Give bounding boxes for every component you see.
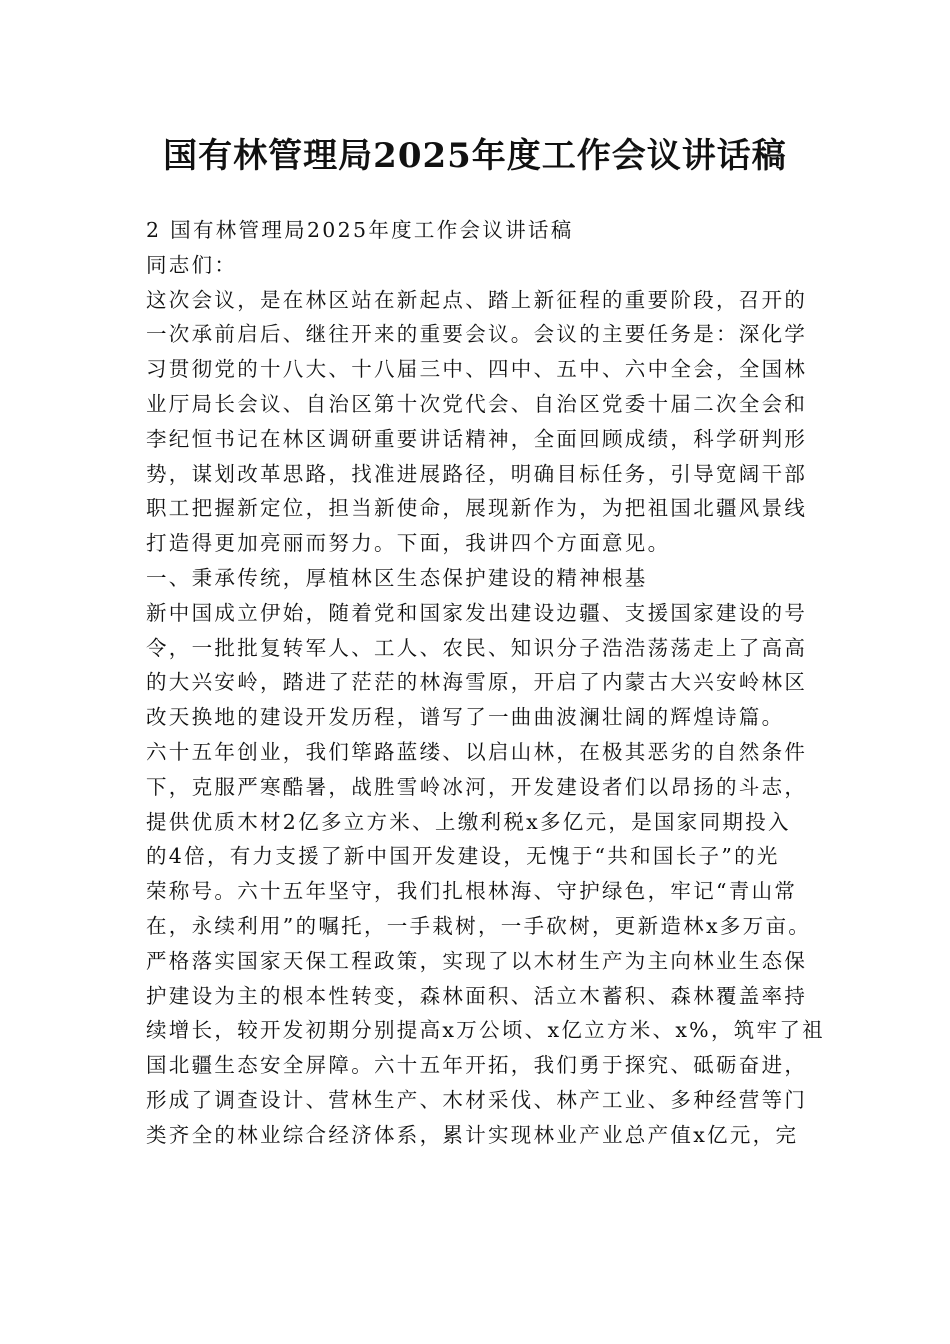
document-body: [146, 213, 826, 1153]
paragraph-line: 形成了调查设计、营林生产、木材采伐、林产工业、多种经营等门: [146, 1087, 808, 1112]
document-title: 国有林管理局2025年度工作会议讲话稿: [163, 136, 787, 176]
paragraph-line: 习贯彻党的十八大、十八届三中、四中、五中、六中全会，全国林: [146, 357, 808, 382]
paragraph-line: 国北疆生态安全屏障。六十五年开拓，我们勇于探究、砥砺奋进，: [146, 1053, 808, 1078]
paragraph-line: 护建设为主的根本性转变，森林面积、活立木蓄积、森林覆盖率持: [146, 983, 808, 1008]
paragraph-line: 严格落实国家天保工程政策，实现了以木材生产为主向林业生态保: [146, 948, 808, 973]
paragraph-line: 续增长，较开发初期分别提高x万公顷、x亿立方米、x%，筑牢了祖: [146, 1018, 825, 1043]
paragraph-line: 类齐全的林业综合经济体系，累计实现林业产业总产值x亿元，完: [146, 1122, 799, 1147]
paragraph-line: 的4倍，有力支援了新中国开发建设，无愧于“共和国长子”的光: [146, 844, 780, 869]
paragraph-line: 下，克服严寒酷暑，战胜雪岭冰河，开发建设者们以昂扬的斗志，: [146, 774, 808, 799]
paragraph-line: 令，一批批复转军人、工人、农民、知识分子浩浩荡荡走上了高高: [146, 635, 808, 660]
paragraph-line: 的大兴安岭，踏进了茫茫的林海雪原，开启了内蒙古大兴安岭林区: [146, 670, 808, 695]
paragraph-line: 业厅局长会议、自治区第十次党代会、自治区党委十届二次全会和: [146, 391, 808, 416]
paragraph-line: 荣称号。六十五年坚守，我们扎根林海、守护绿色，牢记“青山常: [146, 879, 798, 904]
paragraph-line: 势，谋划改革思路，找准进展路径，明确目标任务，引导宽阔干部: [146, 461, 808, 486]
paragraph-line: 李纪恒书记在林区调研重要讲话精神，全面回顾成绩，科学研判形: [146, 426, 808, 451]
paragraph-line: 在，永续利用”的嘱托，一手栽树，一手砍树，更新造林x多万亩。: [146, 913, 812, 938]
paragraph-line: 改天换地的建设开发历程，谱写了一曲曲波澜壮阔的辉煌诗篇。: [146, 705, 785, 730]
paragraph-line: 打造得更加亮丽而努力。下面，我讲四个方面意见。: [146, 531, 671, 556]
paragraph-line: 一次承前启后、继往开来的重要会议。会议的主要任务是：深化学: [146, 322, 808, 347]
paragraph-line: 这次会议，是在林区站在新起点、踏上新征程的重要阶段，召开的: [146, 287, 808, 312]
paragraph-line: 新中国成立伊始，随着党和国家发出建设边疆、支援国家建设的号: [146, 600, 808, 625]
paragraph-line: 提供优质木材2亿多立方米、上缴利税x多亿元，是国家同期投入: [146, 809, 791, 834]
paragraph-line: 六十五年创业，我们筚路蓝缕、以启山林，在极其恶劣的自然条件: [146, 739, 808, 764]
subtitle-line: 2 国有林管理局2025年度工作会议讲话稿: [146, 218, 574, 242]
section-heading-line: 一、秉承传统，厚植林区生态保护建设的精神根基: [146, 565, 648, 590]
salutation-line: 同志们：: [146, 252, 238, 277]
paragraph-line: 职工把握新定位，担当新使命，展现新作为，为把祖国北疆风景线: [146, 496, 808, 521]
